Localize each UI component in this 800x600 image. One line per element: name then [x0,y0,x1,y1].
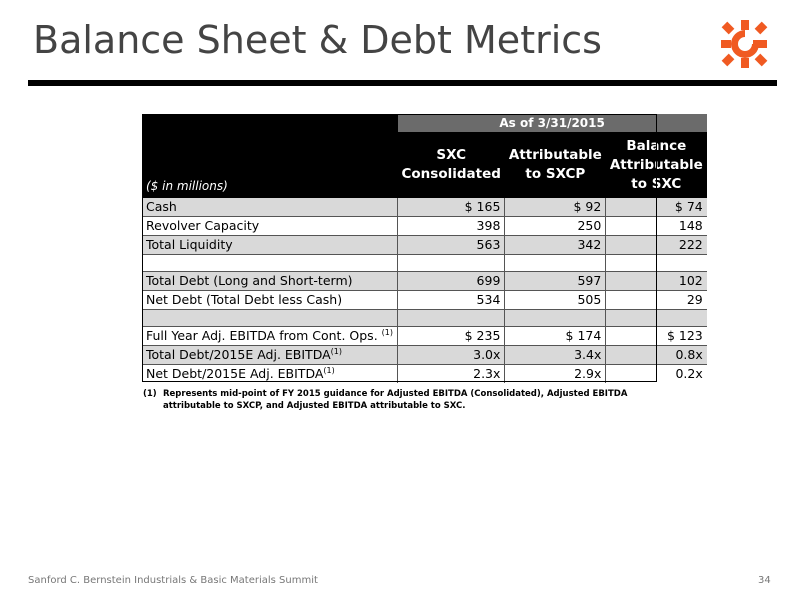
cell-value: 148 [606,217,707,236]
cell-value: 3.4x [505,346,606,365]
row-label: Total Liquidity [142,236,398,255]
spacer-row [142,310,707,327]
column-header-balance-sxc: Balance Attributable to SXC [606,132,707,198]
cell-value: 222 [606,236,707,255]
cell-value: $ 174 [505,327,606,346]
table-row [142,291,707,310]
cell-value: 0.2x [606,365,707,384]
footer-text: Sanford C. Bernstein Industrials & Basic Materials Summit [28,575,318,586]
cell-value: 0.8x [606,346,707,365]
table-row [142,217,707,236]
units-label: ($ in millions) [142,132,398,198]
footnote-text: Represents mid-point of FY 2015 guidance for Adjusted EBITDA (Consolidated), Adjusted EBITDA attributable to SXCP, and Adjusted EBITDA attributable to SXC. [163,389,628,411]
cell-value: 29 [606,291,707,310]
row-label: Cash [142,198,398,217]
cell-value: 250 [505,217,606,236]
table-row [142,365,707,384]
column-header-sxc-consolidated: SXC Consolidated [398,132,505,198]
page-title: Balance Sheet & Debt Metrics [33,18,602,62]
row-label: Net Debt/2015E Adj. EBITDA$^{(1)}$ [146,365,335,381]
spacer-row [142,255,707,272]
table-row [142,327,707,346]
cell-value: $ 123 [606,327,707,346]
cell-value: 534 [398,291,505,310]
footnote-marker: (1) [143,389,157,399]
cell-value: 102 [606,272,707,291]
row-label: Total Debt (Long and Short-term) [142,272,398,291]
title-divider [28,80,777,86]
cell-value: 398 [398,217,505,236]
debt-metrics-table [142,114,707,383]
cell-value: 3.0x [398,346,505,365]
cell-value: $ 74 [606,198,707,217]
table-row [142,198,707,217]
footnote-ref: (1) [330,346,342,356]
header-row-asof [142,114,707,132]
cell-value: 2.3x [398,365,505,384]
cell-value: $ 92 [505,198,606,217]
row-label: Net Debt (Total Debt less Cash) [142,291,398,310]
as-of-header: As of 3/31/2015 [398,114,707,132]
suncoke-gear-logo [719,18,771,70]
cell-value: 699 [398,272,505,291]
table-row [142,236,707,255]
header-row-columns [142,132,707,198]
column-header-attributable-sxcp: Attributable to SXCP [505,132,606,198]
row-label: Revolver Capacity [142,217,398,236]
cell-value: $ 165 [398,198,505,217]
cell-value: 505 [505,291,606,310]
cell-value: 597 [505,272,606,291]
page-number: 34 [758,575,771,586]
footnote [143,388,663,412]
table-row [142,272,707,291]
table-row [142,346,707,365]
cell-value: $ 235 [398,327,505,346]
footnote-ref: (1) [323,365,335,375]
cell-value: 563 [398,236,505,255]
row-label: Full Year Adj. EBITDA from Cont. Ops. $^{(1)}$ [142,327,398,346]
cell-value: 2.9x [505,365,606,384]
footnote-ref: (1) [381,327,393,337]
row-label: Total Debt/2015E Adj. EBITDA$^{(1)}$ [142,346,398,365]
cell-value: 342 [505,236,606,255]
